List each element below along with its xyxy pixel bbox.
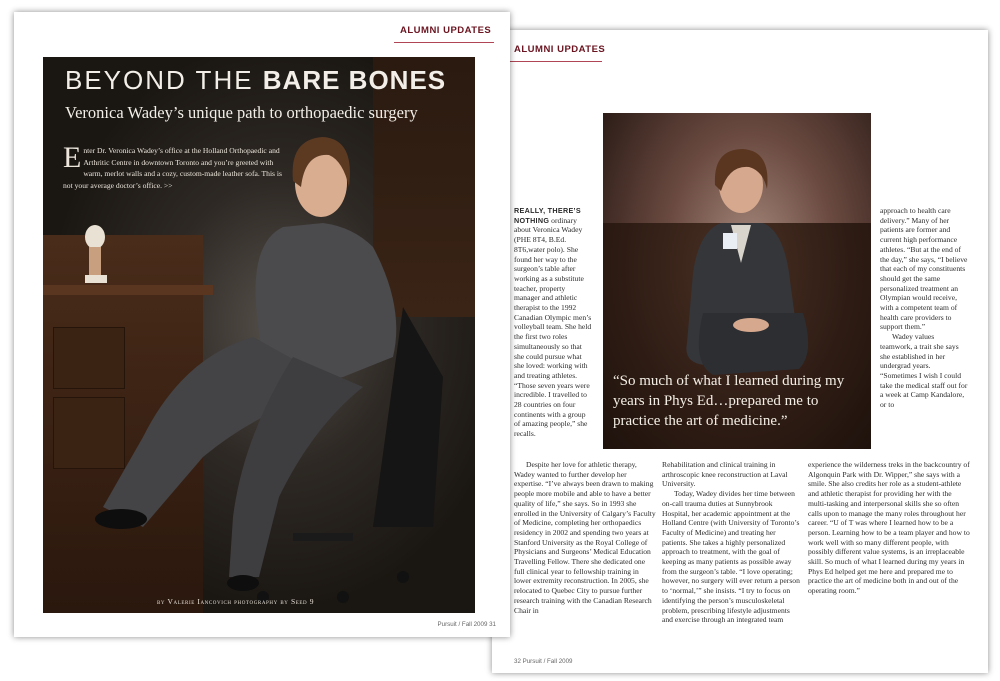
article-paragraph: approach to health care delivery.” Many of her patients are former and current high performance athletes. “But at the end of the day,” she says, “I believe that each of my constituents should get the same personalized treatment an Olympian would receive, with a competent team of health care providers to support them.” — [880, 206, 968, 332]
article-column-2 — [662, 460, 802, 625]
intro-paragraph — [63, 141, 291, 191]
section-rule — [394, 42, 494, 43]
portrait-photo — [603, 113, 871, 449]
headline — [65, 65, 446, 96]
pull-quote: “So much of what I learned during my years in Phys Ed…prepared me to practice the art of medicine.” — [613, 373, 845, 429]
article-paragraph: Today, Wadey divides her time between on-call trauma duties at Sunnybrook Hospital, her academic appointment at the Holland Centre (with University of Toronto’s Faculty of Medicine) and treating her patients. She takes a highly personalized approach to treatment, with the goal of keeping as many patients as possible away from the surgeon’s table. “I love operating; however, no surgery will ever return a person to ‘normal,’” she insists. “I try to focus on identifying the person’s musculoskeletal problem, prescribing lifestyle adjustments and exercise through an integrated team — [662, 489, 800, 625]
article-column-1-upper — [514, 206, 592, 439]
article-paragraph: Despite her love for athletic therapy, Wadey wanted to further develop her expertise. “I’ve always been drawn to making people more mobile and able to have a better quality of life,” she says. So in 1993 she enrolled in the University of Calgary’s Faculty of Medicine, completing her orthopaedics residency in 2002 and spending two years at Stanford University as the Royal College of Physicians and Surgeons’ Medical Education Travelling Fellow. There she dedicated one full clinical year to fellowship training in lower extremity reconstruction. In 2005, she relocated to Quebec City to pursue further research training with the Canadian Research Chair in — [514, 460, 656, 615]
article-column-3-upper — [880, 206, 968, 410]
lead-in: REALLY, THERE’S NOTHING — [514, 206, 581, 225]
section-tag: ALUMNI UPDATES — [514, 44, 606, 55]
section-tag: ALUMNI UPDATES — [400, 25, 492, 36]
headline-bold: BARE BONES — [262, 65, 447, 95]
article-paragraph: ordinary about Veronica Wadey (PHE 8T4, B.Ed. 8T6,water polo). She found her way to the surgeon’s table after working as a substitute teacher, property manager and athletic therapist to the 1992 Canadian Olympic men’s volleyball team. She held the first two roles simultaneously so that she could pursue what she loved: working with and treating athletes. “Those seven years were incredible. I travelled to 28 countries on four continents with a group of amazing people,” she recalls. — [514, 215, 592, 439]
drop-cap: E — [63, 141, 82, 174]
article-paragraph: Rehabilitation and clinical training in arthroscopic knee reconstruction at Laval University. — [662, 460, 788, 489]
page-folio: Pursuit / Fall 2009 31 — [437, 621, 496, 628]
right-magazine-page — [492, 30, 988, 673]
article-column-3-lower — [808, 460, 970, 596]
page-folio: 32 Pursuit / Fall 2009 — [514, 658, 573, 665]
headline-light: BEYOND THE — [65, 65, 263, 95]
subject-figure — [43, 57, 475, 613]
cover-photo — [43, 57, 475, 613]
deck: Veronica Wadey’s unique path to orthopaedic surgery — [65, 103, 418, 122]
byline-credit: by Valerie Iancovich photography by Seed 9 — [157, 597, 315, 606]
article-paragraph: experience the wilderness treks in the backcountry of Algonquin Park with Dr. Wipper,” she says with a smile. She also credits her role as a student-athlete and athletic therapist for providing her with the multi-tasking and interpersonal skills she so often calls upon to manage the many roles throughout her career. “U of T was where I learned how to be a person. Learning how to be a team player and how to work well with so many different people, with possibly different value systems, is an irreplaceable skill. So much of what I learned during my years in Phys Ed helped get me here and prepared me to practice the art of medicine both in and out of the operating room.” — [808, 460, 970, 596]
section-rule — [508, 61, 602, 62]
intro-text: nter Dr. Veronica Wadey’s office at the Holland Orthopaedic and Arthritic Centre in downtown Toronto and you’re greeted with warm, merlot walls and a cozy, custom-made leather sofa. This is not your average doctor’s office. >> — [63, 146, 282, 190]
left-magazine-page — [14, 12, 510, 637]
article-column-1-lower — [514, 460, 656, 615]
article-paragraph: Wadey values teamwork, a trait she says she established in her undergrad years. “Sometimes I wish I could take the medical staff out for a week at Camp Kandalore, or to — [880, 332, 968, 410]
